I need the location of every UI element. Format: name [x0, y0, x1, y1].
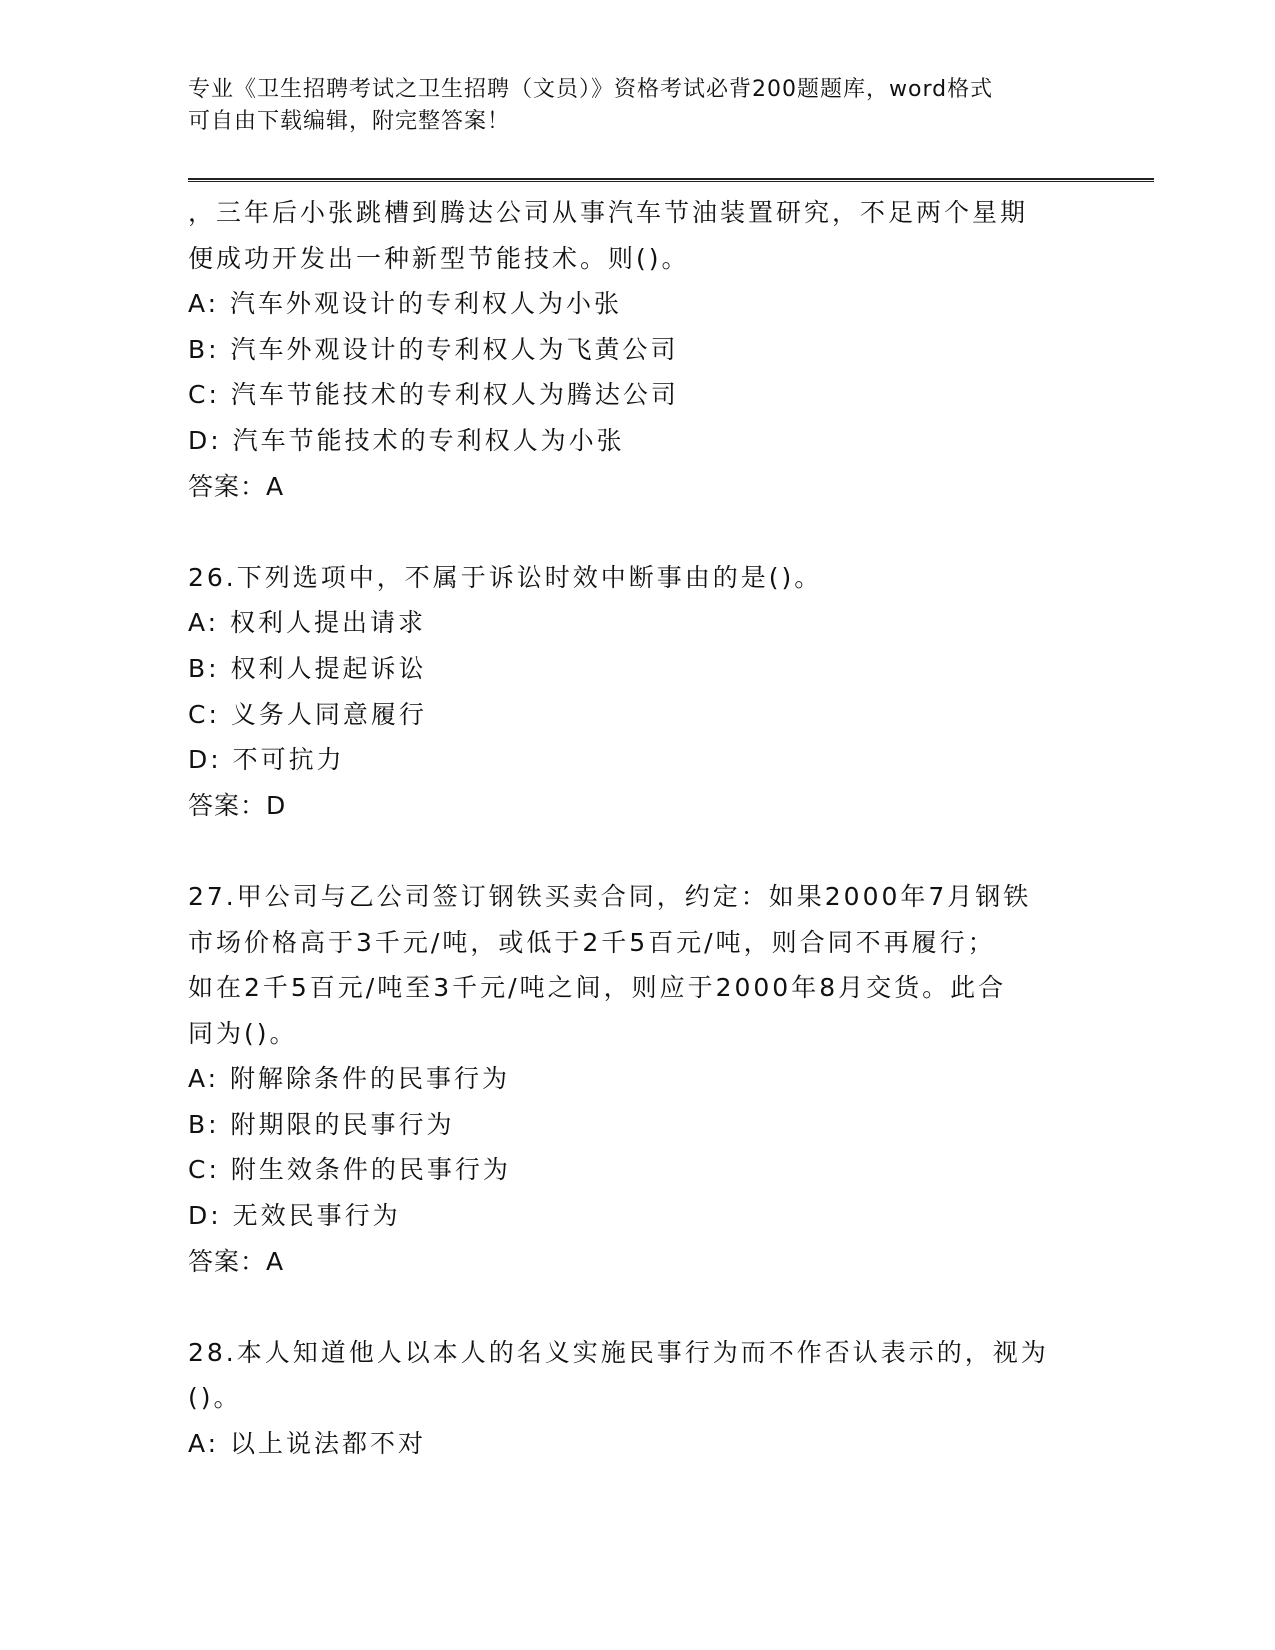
option-d: D: 无效民事行为: [188, 1201, 401, 1231]
option-c: C: 义务人同意履行: [188, 699, 427, 729]
header-line: 专业《卫生招聘考试之卫生招聘（文员）》资格考试必背200题题库，word格式: [188, 77, 994, 102]
option-a: A: 以上说法都不对: [188, 1429, 427, 1459]
question-block: [188, 190, 1088, 509]
header-line: 可自由下载编辑，附完整答案！: [188, 109, 511, 134]
question-stem: 28.本人知道他人以本人的名义实施民事行为而不作否认表示的，视为: [188, 1337, 1049, 1367]
question-stem: 便成功开发出一种新型节能技术。则()。: [188, 243, 690, 273]
question-list: [188, 190, 1088, 1467]
page-header: [188, 74, 1088, 138]
option-a: A: 附解除条件的民事行为: [188, 1064, 511, 1094]
option-a: A: 汽车外观设计的专利权人为小张: [188, 289, 623, 319]
option-b: B: 汽车外观设计的专利权人为飞黄公司: [188, 334, 679, 364]
option-d: D: 汽车节能技术的专利权人为小张: [188, 425, 625, 455]
answer-line: 答案：D: [188, 790, 287, 820]
question-stem: 27.甲公司与乙公司签订钢铁买卖合同，约定：如果2000年7月钢铁: [188, 881, 1032, 911]
question-stem: 如在2千5百元/吨至3千元/吨之间，则应于2000年8月交货。此合: [188, 973, 1007, 1003]
option-b: B: 权利人提起诉讼: [188, 653, 427, 683]
question-stem: 市场价格高于3千元/吨，或低于2千5百元/吨，则合同不再履行；: [188, 927, 996, 957]
question-block: [188, 874, 1088, 1284]
option-c: C: 汽车节能技术的专利权人为腾达公司: [188, 380, 679, 410]
question-stem: ()。: [188, 1383, 242, 1413]
question-stem: 26.下列选项中，不属于诉讼时效中断事由的是()。: [188, 562, 823, 592]
answer-line: 答案：A: [188, 471, 285, 501]
option-d: D: 不可抗力: [188, 745, 345, 775]
option-c: C: 附生效条件的民事行为: [188, 1155, 511, 1185]
question-block: [188, 1330, 1088, 1467]
answer-line: 答案：A: [188, 1246, 285, 1276]
question-stem: 同为()。: [188, 1018, 298, 1048]
header-divider: [188, 178, 1154, 182]
option-a: A: 权利人提出请求: [188, 608, 427, 638]
option-b: B: 附期限的民事行为: [188, 1109, 455, 1139]
question-stem: ，三年后小张跳槽到腾达公司从事汽车节油装置研究，不足两个星期: [188, 198, 1029, 227]
question-block: [188, 555, 1088, 829]
